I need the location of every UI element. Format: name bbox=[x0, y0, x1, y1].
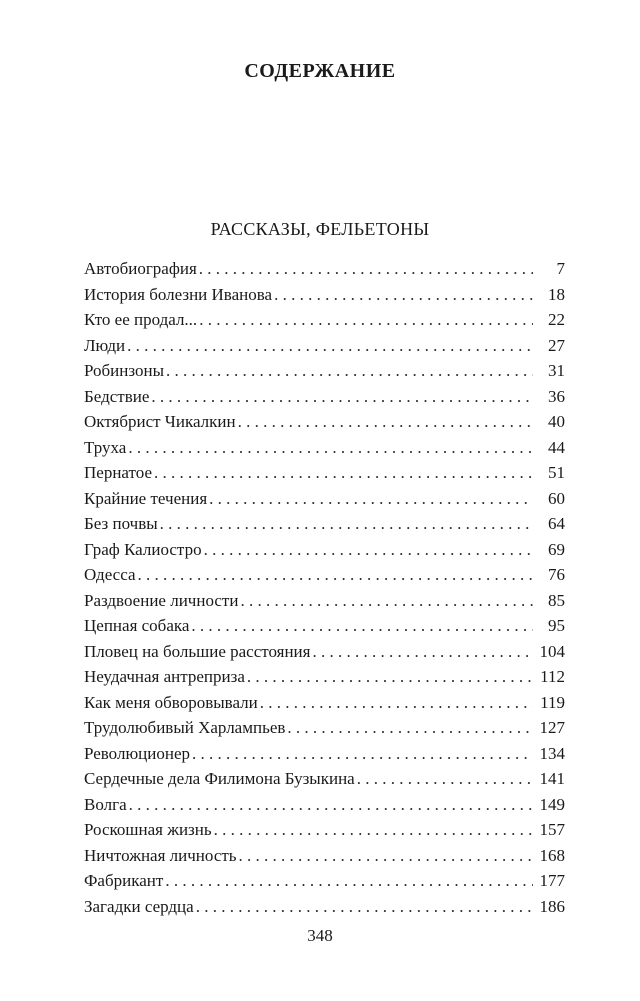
toc-dot-leader bbox=[274, 282, 533, 308]
toc-entry-title: Люди bbox=[84, 335, 126, 355]
toc-dot-leader bbox=[166, 358, 533, 384]
toc-entry-page: 18 bbox=[548, 284, 565, 304]
toc-entry-title: Бедствие bbox=[84, 386, 150, 406]
toc-entry-title: Одесса bbox=[84, 565, 136, 584]
toc-entry-title: Кто ее продал... bbox=[84, 310, 198, 329]
toc-entry-page: 112 bbox=[540, 667, 565, 686]
toc-dot-leader bbox=[138, 562, 533, 588]
toc-entry bbox=[84, 460, 565, 486]
toc-entry-page: 186 bbox=[539, 896, 565, 916]
toc-entry bbox=[84, 613, 565, 639]
toc-entry-page: 149 bbox=[539, 794, 565, 814]
toc-entry-title: Труха bbox=[84, 437, 127, 457]
toc-entry-page: 119 bbox=[540, 692, 565, 712]
toc-entry-page: 51 bbox=[548, 463, 565, 482]
toc-entry-title: Без почвы bbox=[84, 514, 158, 533]
toc-entry-page: 76 bbox=[548, 565, 565, 584]
toc-entry-title: Фабрикант bbox=[84, 871, 164, 890]
toc-entry bbox=[84, 715, 565, 741]
toc-entry bbox=[84, 639, 565, 665]
toc-dot-leader bbox=[151, 384, 533, 410]
toc-entry bbox=[84, 588, 565, 614]
toc-entry bbox=[84, 792, 565, 818]
toc-entry bbox=[84, 511, 565, 537]
toc-entry-page: 95 bbox=[548, 616, 565, 635]
section-heading: РАССКАЗЫ, ФЕЛЬЕТОНЫ bbox=[210, 219, 430, 239]
toc-entry-page: 85 bbox=[548, 590, 565, 610]
toc-entry bbox=[84, 817, 565, 843]
toc-entry-page: 36 bbox=[548, 386, 565, 406]
toc-entry-title: Ничтожная личность bbox=[84, 845, 237, 865]
toc-entry bbox=[84, 690, 565, 716]
toc-entry bbox=[84, 435, 565, 461]
toc-entry bbox=[84, 307, 565, 333]
toc-entry-page: 7 bbox=[556, 259, 565, 278]
toc-entry-title: Граф Калиостро bbox=[84, 539, 202, 559]
toc-entry-page: 44 bbox=[548, 437, 565, 457]
toc-dot-leader bbox=[128, 435, 533, 461]
toc-dot-leader bbox=[357, 766, 533, 792]
toc-dot-leader bbox=[240, 588, 533, 614]
toc-dot-leader bbox=[160, 511, 533, 537]
toc-dot-leader bbox=[312, 639, 533, 665]
toc-entry-page: 22 bbox=[548, 310, 565, 329]
toc-entry-title: Робинзоны bbox=[84, 361, 165, 380]
toc-entry bbox=[84, 282, 565, 308]
toc-entry-title: Автобиография bbox=[84, 259, 197, 278]
toc-entry-title: Трудолюбивый Харлампьев bbox=[84, 718, 286, 737]
toc-entry-title: История болезни Иванова bbox=[84, 284, 273, 304]
toc-dot-leader bbox=[239, 843, 533, 869]
toc-dot-leader bbox=[154, 460, 533, 486]
toc-entry bbox=[84, 409, 565, 435]
toc-entry bbox=[84, 486, 565, 512]
toc-entry-title: Волга bbox=[84, 794, 127, 814]
toc-dot-leader bbox=[196, 894, 533, 920]
toc-entry-page: 177 bbox=[539, 871, 565, 890]
toc-entry-title: Пловец на большие расстояния bbox=[84, 641, 311, 661]
toc-entry bbox=[84, 256, 565, 282]
toc-entry bbox=[84, 766, 565, 792]
toc-dot-leader bbox=[260, 690, 533, 716]
toc-entry-title: Сердечные дела Филимона Бузыкина bbox=[84, 769, 355, 788]
toc-entry-title: Революционер bbox=[84, 743, 190, 763]
toc-entry bbox=[84, 741, 565, 767]
page-title: СОДЕРЖАНИЕ bbox=[244, 60, 396, 82]
toc-entry-page: 141 bbox=[539, 769, 565, 788]
table-of-contents bbox=[84, 256, 565, 919]
toc-entry-page: 60 bbox=[548, 488, 565, 508]
toc-entry bbox=[84, 868, 565, 894]
toc-entry-title: Роскошная жизнь bbox=[84, 820, 212, 839]
toc-entry-title: Октябрист Чикалкин bbox=[84, 412, 236, 431]
toc-entry bbox=[84, 562, 565, 588]
toc-dot-leader bbox=[129, 792, 533, 818]
toc-entry-title: Крайние течения bbox=[84, 488, 208, 508]
page-number: 348 bbox=[307, 926, 333, 945]
toc-entry-page: 157 bbox=[539, 820, 565, 839]
toc-dot-leader bbox=[214, 817, 533, 843]
toc-dot-leader bbox=[191, 613, 533, 639]
toc-dot-leader bbox=[287, 715, 533, 741]
toc-entry bbox=[84, 537, 565, 563]
toc-entry-page: 104 bbox=[539, 641, 565, 661]
toc-dot-leader bbox=[209, 486, 533, 512]
toc-entry bbox=[84, 384, 565, 410]
toc-entry bbox=[84, 333, 565, 359]
toc-entry-page: 69 bbox=[548, 539, 565, 559]
toc-entry bbox=[84, 664, 565, 690]
toc-dot-leader bbox=[204, 537, 533, 563]
toc-dot-leader bbox=[127, 333, 533, 359]
toc-entry bbox=[84, 894, 565, 920]
toc-entry-page: 27 bbox=[548, 335, 565, 355]
toc-entry-title: Загадки сердца bbox=[84, 896, 194, 916]
toc-entry-page: 31 bbox=[548, 361, 565, 380]
toc-entry-title: Неудачная антреприза bbox=[84, 667, 245, 686]
toc-entry-title: Как меня обворовывали bbox=[84, 692, 258, 712]
toc-entry-title: Раздвоение личности bbox=[84, 590, 239, 610]
toc-dot-leader bbox=[165, 868, 533, 894]
toc-entry-page: 64 bbox=[548, 514, 565, 533]
toc-entry-title: Пернатое bbox=[84, 463, 152, 482]
toc-dot-leader bbox=[238, 409, 533, 435]
toc-entry-title: Цепная собака bbox=[84, 616, 190, 635]
toc-entry-page: 127 bbox=[539, 718, 565, 737]
toc-dot-leader bbox=[199, 307, 533, 333]
toc-entry bbox=[84, 843, 565, 869]
toc-entry-page: 168 bbox=[539, 845, 565, 865]
toc-dot-leader bbox=[199, 256, 533, 282]
toc-dot-leader bbox=[247, 664, 533, 690]
toc-entry bbox=[84, 358, 565, 384]
toc-entry-page: 40 bbox=[548, 412, 565, 431]
toc-dot-leader bbox=[192, 741, 533, 767]
toc-entry-page: 134 bbox=[539, 743, 565, 763]
